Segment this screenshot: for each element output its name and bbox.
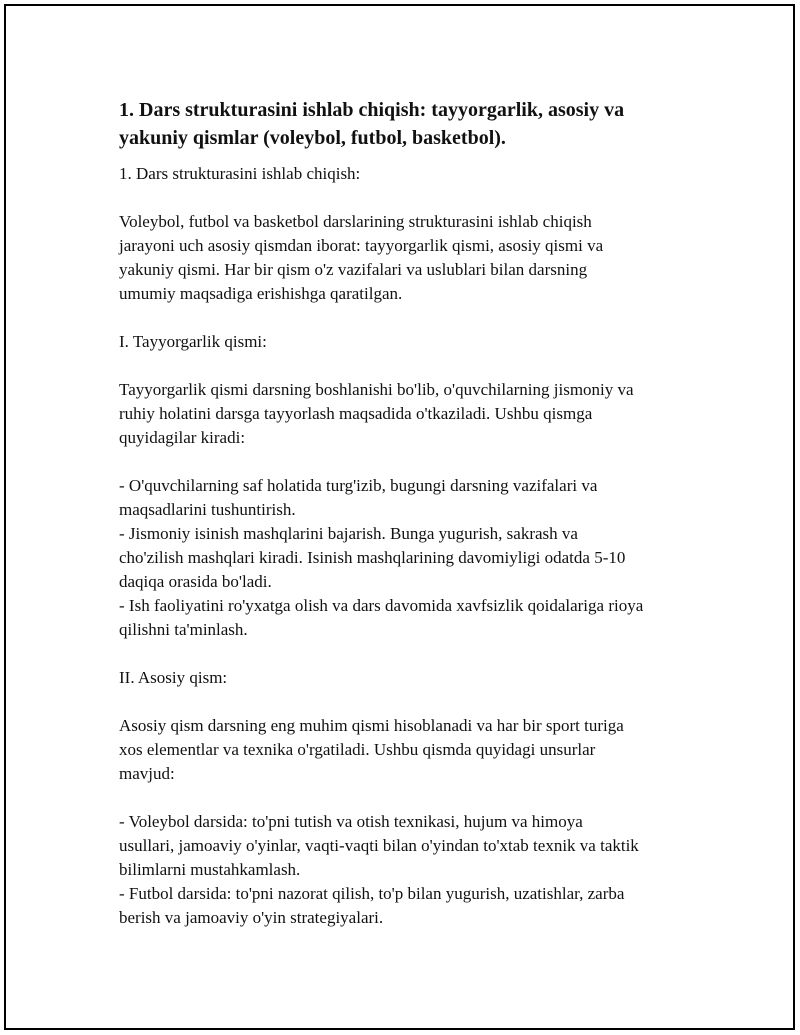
list-item-line: maqsadlarini tushuntirish.: [119, 500, 296, 519]
text-line: Voleybol, futbol va basketbol darslarining strukturasini ishlab chiqish: [119, 212, 592, 231]
list-item-line: - Futbol darsida: to'pni nazorat qilish, to'p bilan yugurish, uzatishlar, zarba: [119, 884, 625, 903]
text-line: Asosiy qism darsning eng muhim qismi hisoblanadi va har bir sport turiga: [119, 716, 624, 735]
document-title: [119, 96, 699, 152]
text-line: quyidagilar kiradi:: [119, 428, 246, 447]
text-line: Tayyorgarlik qismi darsning boshlanishi bo'lib, o'quvchilarning jismoniy va: [119, 380, 634, 399]
text-line: II. Asosiy qism:: [119, 668, 228, 687]
main-list: [119, 810, 699, 930]
text-line: xos elementlar va texnika o'rgatiladi. Ushbu qismda quyidagi unsurlar: [119, 740, 596, 759]
section-heading-main: [119, 666, 699, 690]
text-line: jarayoni uch asosiy qismdan iborat: tayyorgarlik qismi, asosiy qismi va: [119, 236, 604, 255]
list-item-line: - Ish faoliyatini ro'yxatga olish va dars davomida xavfsizlik qoidalariga rioya: [119, 596, 644, 615]
text-line: umumiy maqsadiga erishishga qaratilgan.: [119, 284, 403, 303]
title-line: 1. Dars strukturasini ishlab chiqish: tayyorgarlik, asosiy va: [119, 99, 625, 121]
list-item-line: cho'zilish mashqlari kiradi. Isinish mashqlarining davomiyligi odatda 5-10: [119, 548, 626, 567]
intro-paragraph: [119, 210, 699, 306]
list-item-line: usullari, jamoaviy o'yinlar, vaqti-vaqti bilan o'yindan to'xtab texnik va taktik: [119, 836, 639, 855]
preparation-list: [119, 474, 699, 642]
preparation-intro-paragraph: [119, 378, 699, 450]
list-item-line: daqiqa orasida bo'ladi.: [119, 572, 272, 591]
section-heading-preparation: [119, 330, 699, 354]
list-item-line: qilishni ta'minlash.: [119, 620, 248, 639]
text-line: mavjud:: [119, 764, 175, 783]
paragraph-gap: [119, 450, 699, 474]
subtitle-line: 1. Dars strukturasini ishlab chiqish:: [119, 164, 361, 183]
paragraph-gap: [119, 690, 699, 714]
paragraph-gap: [119, 186, 699, 210]
text-line: ruhiy holatini darsga tayyorlash maqsadida o'tkaziladi. Ushbu qismga: [119, 404, 593, 423]
title-line: yakuniy qismlar (voleybol, futbol, basketbol).: [119, 127, 506, 149]
text-line: yakuniy qismi. Har bir qism o'z vazifalari va uslublari bilan darsning: [119, 260, 588, 279]
subtitle: [119, 162, 699, 186]
list-item-line: bilimlarni mustahkamlash.: [119, 860, 301, 879]
list-item-line: - Voleybol darsida: to'pni tutish va otish texnikasi, hujum va himoya: [119, 812, 583, 831]
paragraph-gap: [119, 354, 699, 378]
document-body: [119, 96, 699, 930]
list-item-line: berish va jamoaviy o'yin strategiyalari.: [119, 908, 384, 927]
text-line: I. Tayyorgarlik qismi:: [119, 332, 267, 351]
page-frame: [4, 4, 795, 1030]
paragraph-gap: [119, 306, 699, 330]
list-item-line: - Jismoniy isinish mashqlarini bajarish. Bunga yugurish, sakrash va: [119, 524, 578, 543]
paragraph-gap: [119, 642, 699, 666]
main-intro-paragraph: [119, 714, 699, 786]
paragraph-gap: [119, 786, 699, 810]
list-item-line: - O'quvchilarning saf holatida turg'izib, bugungi darsning vazifalari va: [119, 476, 598, 495]
